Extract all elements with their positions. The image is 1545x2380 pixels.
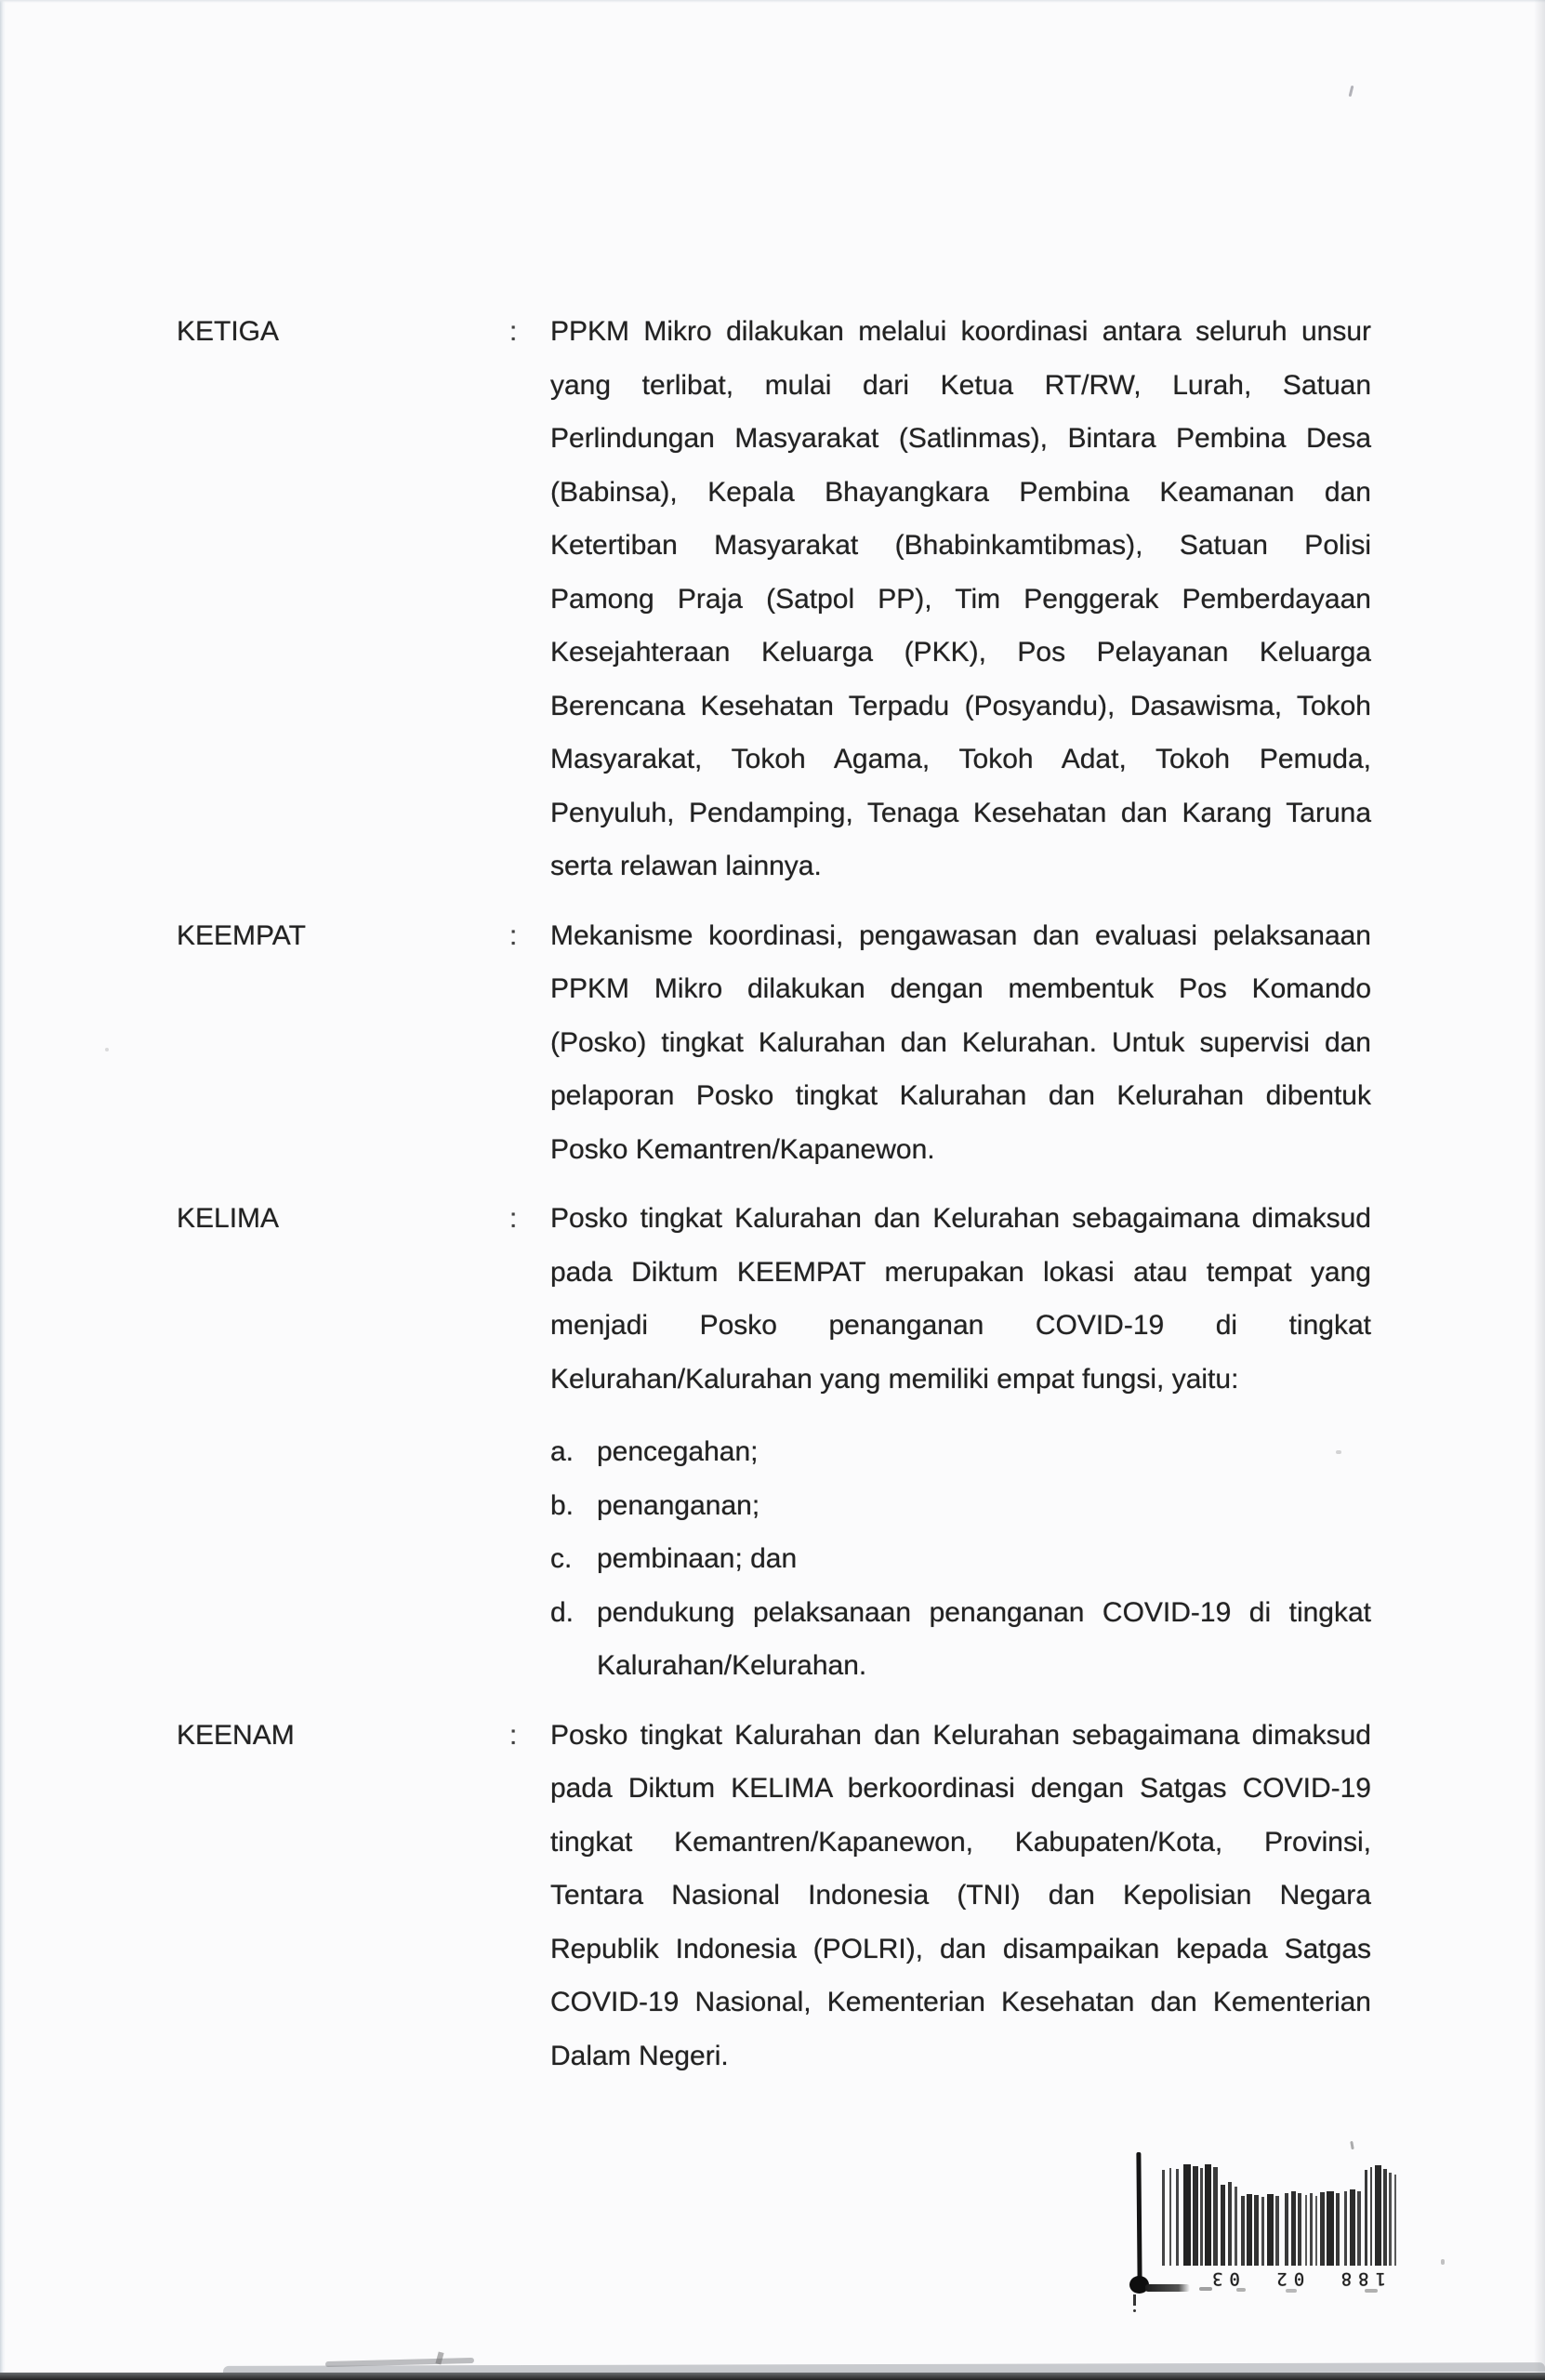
text-line: PPKM Mikro dilakukan dengan membentuk Pos Komando [550, 973, 1371, 1004]
text-line: Ketertiban Masyarakat (Bhabinkamtibmas), Satuan Polisi [550, 530, 1371, 561]
text-line: pendukung pelaksanaan penanganan COVID-19 di tingkat [597, 1596, 1371, 1628]
text-line: Posko Kemantren/Kapanewon. [550, 1133, 935, 1165]
diktum-section-kelima [177, 1192, 1371, 1693]
barcode-bar [1183, 2164, 1191, 2266]
barcode-bars [1162, 2164, 1396, 2266]
text-line: Kalurahan/Kelurahan. [597, 1650, 867, 1681]
text-line: menjadi Posko penanganan COVID-19 di tingkat [550, 1310, 1371, 1341]
text-line: penanganan; [597, 1489, 760, 1521]
scan-speck [1350, 2141, 1354, 2149]
diktum-colon: : [509, 919, 518, 951]
barcode-bar [1162, 2170, 1165, 2266]
scan-edge-top [0, 0, 1545, 3]
barcode-bar [1389, 2173, 1392, 2266]
text-line: COVID-19 Nasional, Kementerian Kesehatan dan Kementerian [550, 1987, 1371, 2017]
barcode-bar [1315, 2196, 1317, 2266]
barcode-bar [1275, 2196, 1279, 2266]
list-item-text [597, 1425, 1371, 1479]
ink-mark-smear [1145, 2284, 1190, 2292]
list-item-marker: d. [550, 1596, 574, 1628]
text-line: Masyarakat, Tokoh Agama, Tokoh Adat, Tokoh Pemuda, [550, 744, 1371, 774]
barcode-bar [1310, 2193, 1313, 2266]
scan-speck [105, 1048, 109, 1051]
text-line: Berencana Kesehatan Terpadu (Posyandu), Dasawisma, Tokoh [550, 690, 1371, 721]
barcode-bar [1213, 2167, 1218, 2266]
text-line: serta relawan lainnya. [550, 851, 822, 881]
barcode-bar [1327, 2191, 1334, 2266]
diktum-colon: : [509, 1719, 518, 1751]
barcode-bar [1298, 2193, 1301, 2266]
scan-speck [1441, 2259, 1445, 2265]
ink-mark-exclamation [1133, 2294, 1136, 2306]
text-line: Kesejahteraan Keluarga (PKK), Pos Pelayanan Keluarga [550, 637, 1371, 668]
barcode-bar [1291, 2191, 1296, 2266]
barcode-bar [1394, 2175, 1396, 2266]
list-item-marker: c. [550, 1543, 573, 1574]
text-line: PPKM Mikro dilakukan melalui koordinasi antara seluruh unsur [550, 316, 1371, 347]
ink-mark-dash [1286, 2289, 1297, 2293]
barcode-bar [1370, 2167, 1372, 2266]
text-line: Posko tingkat Kalurahan dan Kelurahan sebagaimana dimaksud [550, 1719, 1371, 1751]
barcode-bar [1169, 2168, 1171, 2266]
function-list [550, 1425, 1371, 1693]
scan-edge-bottom [0, 2373, 1545, 2380]
barcode-bar [1193, 2166, 1198, 2266]
barcode-bar [1261, 2197, 1264, 2266]
text-line: Pamong Praja (Satpol PP), Tim Penggerak Pemberdayaan [550, 583, 1371, 615]
barcode-bar [1241, 2196, 1245, 2266]
list-item [550, 1532, 1371, 1586]
barcode-bar [1205, 2164, 1211, 2266]
text-line: yang terlibat, mulai dari Ketua RT/RW, Lurah, Satuan [550, 369, 1371, 401]
barcode-bar [1357, 2191, 1361, 2266]
diktum-body [550, 909, 1371, 1177]
ink-mark-dot [1133, 2309, 1136, 2312]
barcode-bar [1176, 2169, 1179, 2266]
text-line: Tentara Nasional Indonesia (TNI) dan Kepolisian Negara [550, 1880, 1371, 1911]
diktum-label: KEEMPAT [177, 919, 306, 951]
list-item-text [597, 1479, 1371, 1533]
text-line: Mekanisme koordinasi, pengawasan dan evaluasi pelaksanaan [550, 919, 1371, 951]
barcode-bar [1365, 2170, 1367, 2266]
diktum-section-ketiga [177, 305, 1371, 893]
barcode-bar [1344, 2191, 1347, 2266]
barcode-bar [1221, 2185, 1225, 2266]
barcode-bar [1383, 2169, 1387, 2266]
diktum-section-keempat [177, 909, 1371, 1177]
text-line: Posko tingkat Kalurahan dan Kelurahan sebagaimana dimaksud [550, 1203, 1371, 1234]
barcode-bar [1254, 2195, 1259, 2266]
diktum-colon: : [509, 1203, 518, 1234]
diktum-section-keenam [177, 1709, 1371, 2083]
text-line: pelaporan Posko tingkat Kalurahan dan Kelurahan dibentuk [550, 1080, 1371, 1111]
barcode-bar [1235, 2187, 1237, 2266]
list-item-marker: b. [550, 1489, 574, 1521]
decree-body [177, 305, 1371, 2082]
text-line: tingkat Kemantren/Kapanewon, Kabupaten/Kota, Provinsi, [550, 1826, 1371, 1858]
diktum-label: KELIMA [177, 1203, 280, 1234]
scan-edge-right [1534, 0, 1545, 2380]
diktum-label: KEENAM [177, 1719, 295, 1751]
text-line: (Posko) tingkat Kalurahan dan Kelurahan. Untuk supervisi dan [550, 1026, 1371, 1058]
text-line: pada Diktum KEEMPAT merupakan lokasi atau tempat yang [550, 1256, 1371, 1288]
barcode-bar [1350, 2189, 1355, 2266]
list-item-text [597, 1586, 1371, 1693]
list-item [550, 1586, 1371, 1693]
text-line: pencegahan; [597, 1436, 759, 1467]
text-line: (Babinsa), Kepala Bhayangkara Pembina Keamanan dan [550, 476, 1371, 508]
text-line: pada Diktum KELIMA berkoordinasi dengan Satgas COVID-19 [550, 1773, 1371, 1804]
barcode-bar [1336, 2193, 1340, 2266]
text-line: pembinaan; dan [597, 1543, 798, 1574]
diktum-body [550, 305, 1371, 893]
barcode-bar [1200, 2168, 1203, 2266]
list-item [550, 1425, 1371, 1479]
scan-speck [1349, 86, 1354, 97]
diktum-body [550, 1709, 1371, 2083]
text-line: Dalam Negeri. [550, 2040, 729, 2071]
list-item-marker: a. [550, 1436, 574, 1467]
barcode-bar [1305, 2195, 1307, 2266]
ink-mark-dash [1365, 2289, 1378, 2293]
diktum-label: KETIGA [177, 316, 280, 347]
diktum-colon: : [509, 316, 518, 347]
diktum-body [550, 1192, 1371, 1693]
text-line: Kelurahan/Kalurahan yang memiliki empat fungsi, yaitu: [550, 1363, 1239, 1395]
list-item-text [597, 1532, 1371, 1586]
text-line: Perlindungan Masyarakat (Satlinmas), Bintara Pembina Desa [550, 423, 1371, 454]
barcode-bar [1375, 2165, 1381, 2266]
barcode-bar [1285, 2193, 1288, 2266]
text-line: Penyuluh, Pendamping, Tenaga Kesehatan dan Karang Taruna [550, 797, 1371, 828]
text-line: Republik Indonesia (POLRI), dan disampaikan kepada Satgas [550, 1933, 1371, 1964]
barcode-bar [1320, 2192, 1325, 2266]
scan-edge-left [0, 0, 6, 2380]
ink-mark-vertical-line [1136, 2152, 1142, 2284]
barcode-number: 188 02 03 [1206, 2268, 1386, 2289]
barcode-bar [1247, 2194, 1252, 2266]
list-item [550, 1479, 1371, 1533]
barcode-bar [1267, 2194, 1274, 2266]
barcode-bar [1228, 2182, 1232, 2266]
